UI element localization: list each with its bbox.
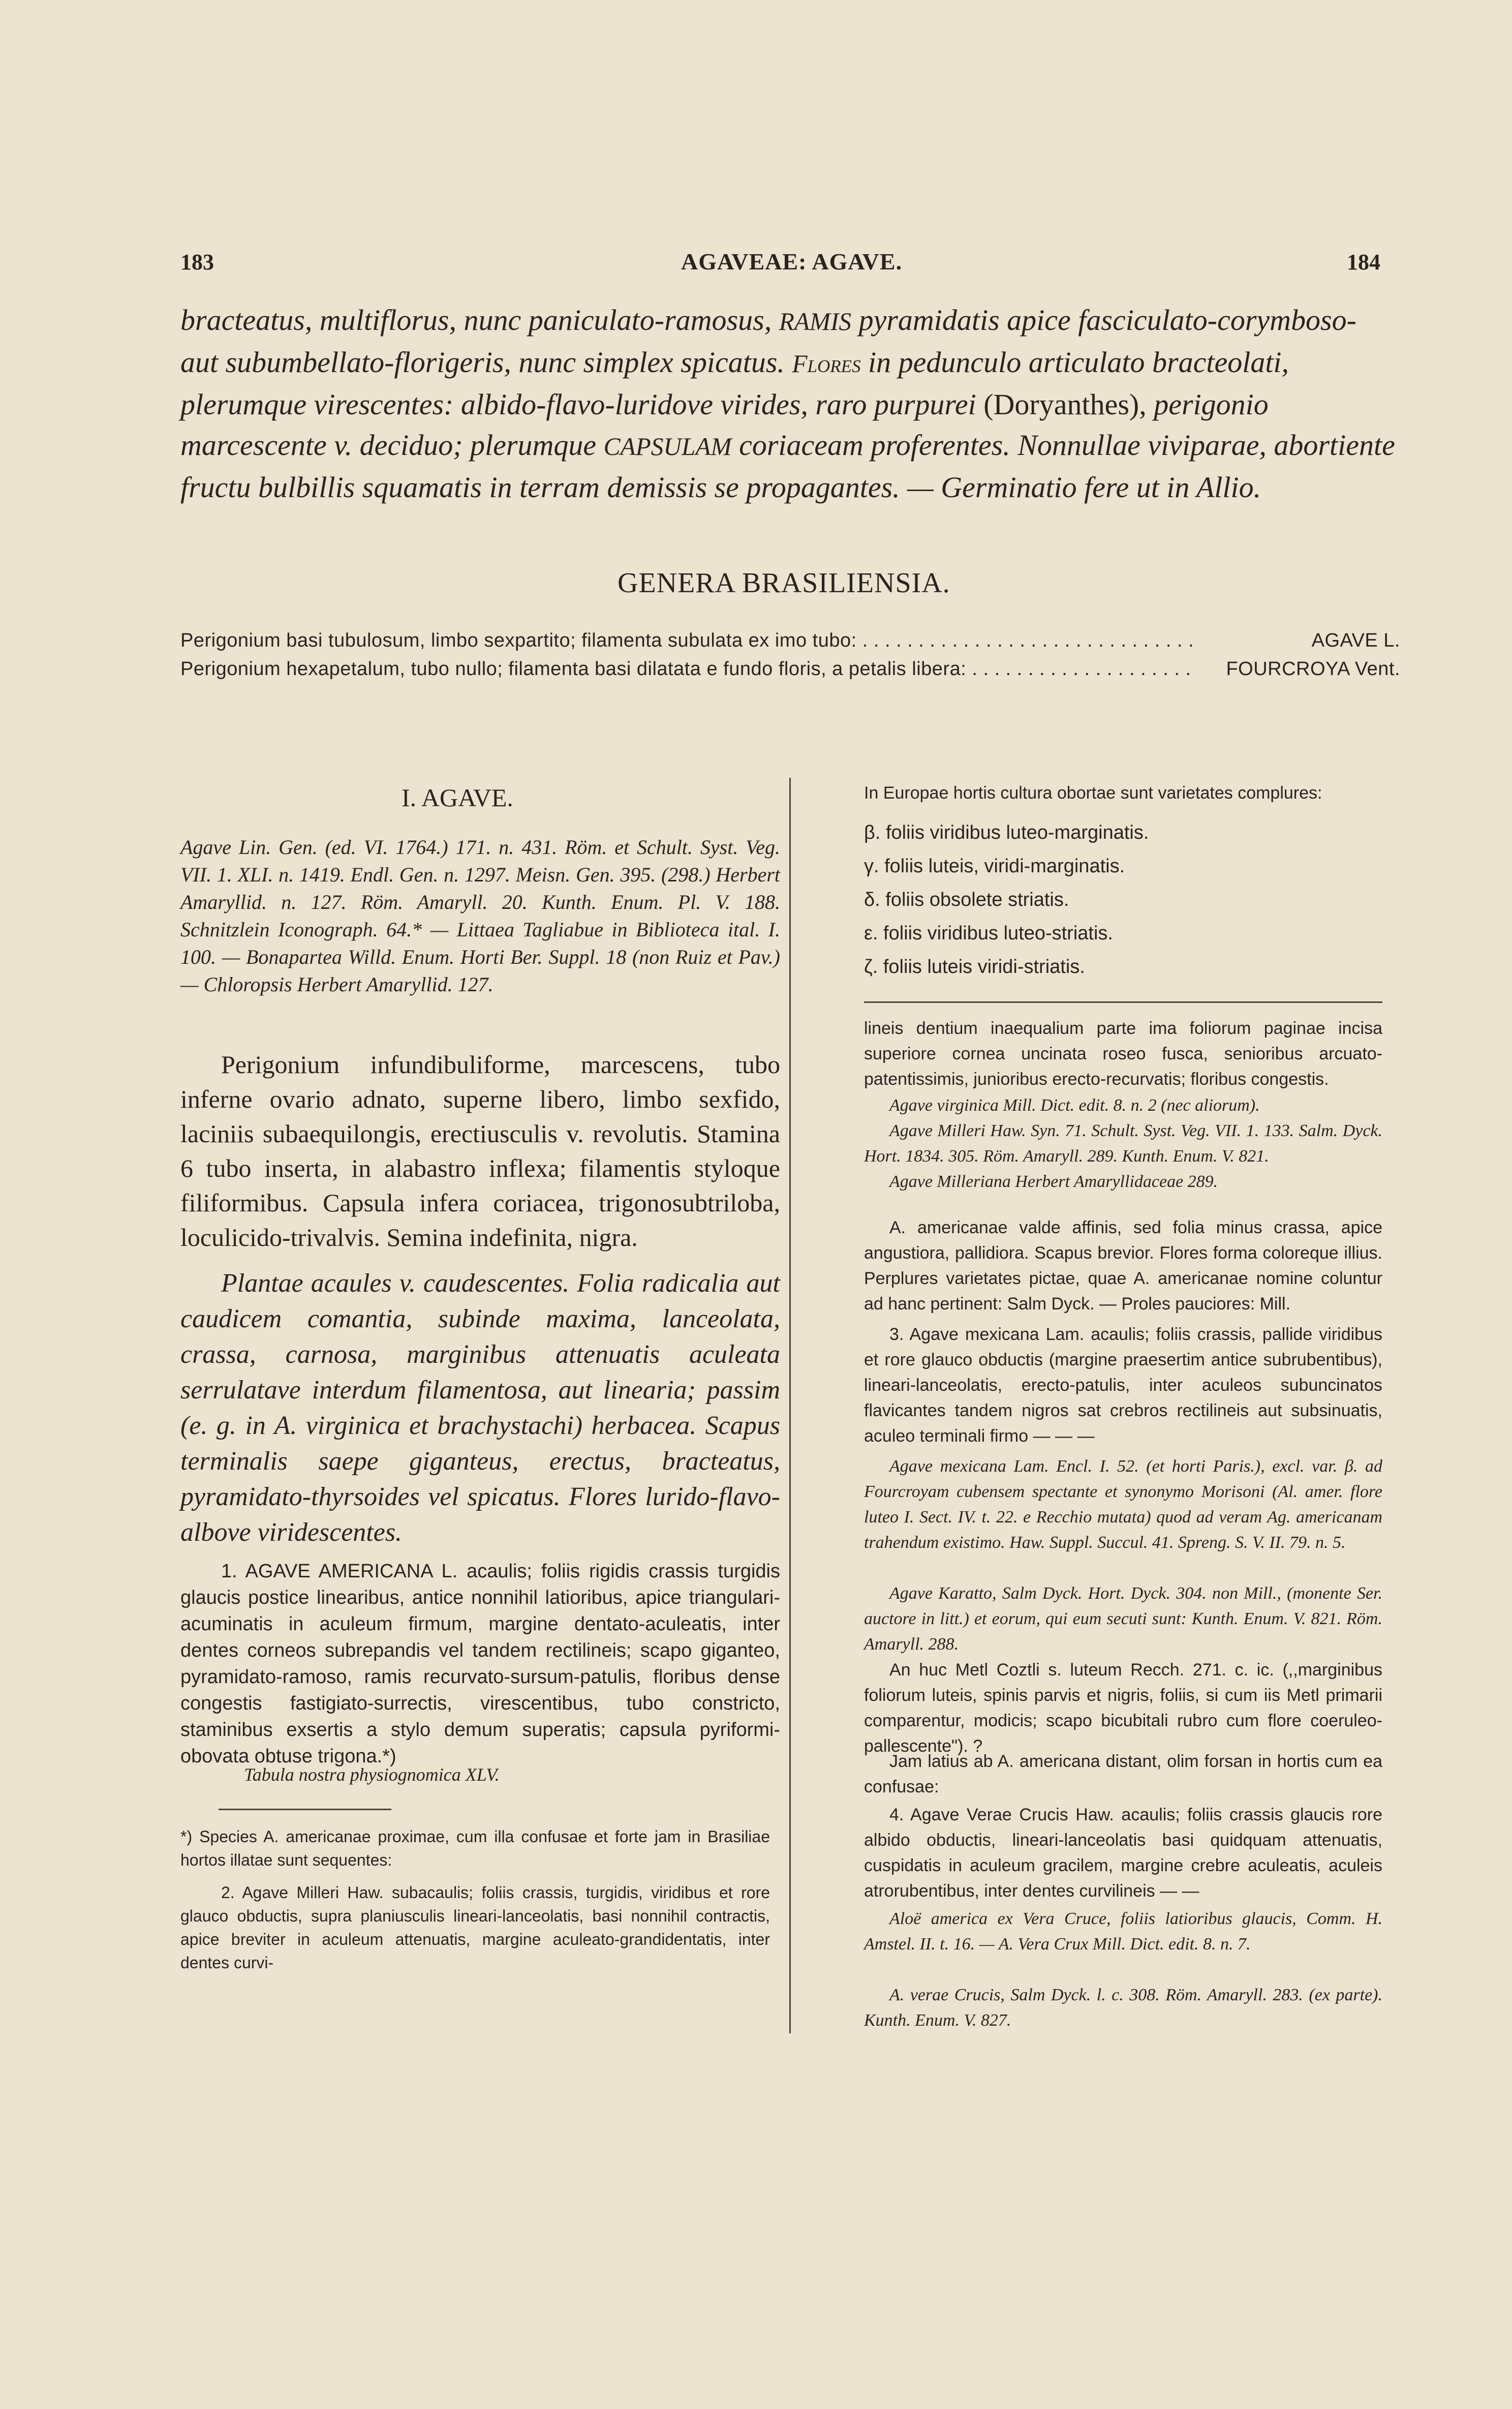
key-leader: . . . . . . . . . . . . . . . . . . . . (966, 658, 1191, 680)
key-description: Perigonium hexapetalum, tubo nullo; filamenta basi dilatata e fundo floris, a petalis libera: (180, 658, 967, 680)
left-page-number: 183 (180, 250, 214, 275)
genus-description: Perigonium infundibuliforme, marcescens, tubo inferne ovario adnato, superne libero, limbo sexfido, laciniis subaequilongis, erectiusculis v. revolutis. Stamina 6 tubo inserta, in alabastro inflexa; filamentis styloque filiformibus. Capsula infera coriacea, trigonosubtriloba, loculicido-trivalvis. Semina indefinita, nigra. (180, 1050, 780, 1252)
species-agave-verae-crucis: 4. Agave Verae Crucis Haw. acaulis; foliis crassis glaucis rore albido obductis, lineari-lanceolatis basi quidquam attenuatis, cuspidatis in aculeum gracilem, margine crebre aculeatis, aculeis atrorubentibus, inter dentes curvilineis — — (864, 1805, 1382, 1901)
key-row (180, 626, 1400, 655)
key-row (180, 655, 1400, 683)
variety-item: β. foliis viridibus luteo-marginatis. (864, 822, 1149, 843)
intro-paragraph (180, 300, 1400, 508)
tabula-reference: Tabula nostra physiognomica XLV. (244, 1764, 500, 1785)
intro-capsulam: CAPSULAM (603, 433, 732, 461)
intro-text: perigonio marcescente v. deciduo; plerumque (180, 388, 1269, 462)
key-description: Perigonium basi tubulosum, limbo sexpartito; filamenta subulata ex imo tubo: (180, 630, 857, 651)
right-p-verae-crucis-syn: A. verae Crucis, Salm Dyck. l. c. 308. Röm. Amaryll. 283. (ex parte). Kunth. Enum. V. 827. (864, 1986, 1382, 2030)
right-p-karatto: Agave Karatto, Salm Dyck. Hort. Dyck. 304. non Mill., (monente Ser. auctore in litt.) et eorum, qui eum secuti sunt: Kunth. Enum. V. 821. Röm. Amaryll. 288. (864, 1584, 1382, 1654)
right-p-virginica: Agave virginica Mill. Dict. edit. 8. n. 2 (nec aliorum). (889, 1096, 1260, 1115)
right-p-latius: Jam latius ab A. americana distant, olim forsan in hortis cum ea confusae: (864, 1752, 1382, 1796)
intro-ramis: RAMIS (779, 308, 852, 336)
footnote-rule (219, 1809, 391, 1810)
variety-item: ζ. foliis luteis viridi-striatis. (864, 956, 1085, 978)
intro-text: bracteatus, multiflorus, nunc paniculato-ramosus, (180, 303, 779, 337)
genera-key (180, 626, 1400, 683)
column-divider (789, 778, 791, 2033)
genus-synonymy: Agave Lin. Gen. (ed. VI. 1764.) 171. n. 431. Röm. et Schult. Syst. Veg. VII. 1. XLI. n. 1419. Endl. Gen. n. 1297. Meisn. Gen. 395. (298.) Herbert Amaryllid. n. 127. Röm. Amaryll. 20. Kunth. Enum. Pl. V. 188. Schnitzlein Iconograph. 64.* — Littaea Tagliabue in Biblioteca ital. I. 100. — Bonapartea Willd. Enum. Horti Ber. Suppl. 18 (non Ruiz et Pav.) — Chloropsis Herbert Amaryllid. 127. (180, 836, 780, 996)
right-p-milleriana: Agave Milleriana Herbert Amaryllidaceae 289. (889, 1172, 1218, 1191)
footnote-agave-milleri: 2. Agave Milleri Haw. subacaulis; foliis crassis, turgidis, viridibus et rore glauco obductis, supra planiusculis lineari-lanceolatis, basi nonnihil contractis, apice breviter in aculeum attenuatis, margine aculeato-grandidentatis, inter dentes curvi- (180, 1883, 770, 1972)
genera-heading: GENERA BRASILIENSIA. (618, 567, 950, 599)
footnote-intro: *) Species A. americanae proximae, cum illa confusae et forte jam in Brasiliae hortos illatae sunt sequentes: (180, 1827, 770, 1869)
right-p-aloe: Aloë america ex Vera Cruce, foliis latioribus glaucis, Comm. H. Amstel. II. t. 16. — A. Vera Crux Mill. Dict. edit. 8. n. 7. (864, 1909, 1382, 1954)
right-p-metl: An huc Metl Coztli s. luteum Recch. 271. c. ic. (,,marginibus foliorum luteis, spinis parvis et nigris, foliis, si cum iis Metl primarii comparentur, modicis; scapo bicubitali rubro cum flore coeruleo-pallescente"). ? (864, 1660, 1382, 1756)
intro-text: pyramidatis apice fasciculato-corymboso- aut subumbellato-florigeris, nunc simplex spicatus. (180, 303, 1356, 379)
variety-item: ε. foliis viridibus luteo-striatis. (864, 923, 1113, 944)
key-leader: . . . . . . . . . . . . . . . . . . . . . . . . . . . . . . (856, 630, 1194, 651)
intro-text: in pedunculo articulato bracteolati, plerumque virescentes: albido-flavo-luridove virides, raro purpurei (180, 346, 1289, 421)
right-p-milleri-syn: Agave Milleri Haw. Syn. 71. Schult. Syst. Veg. VII. 1. 133. Salm. Dyck. Hort. 1834. 305. Röm. Amaryll. 289. Kunth. Enum. V. 821. (864, 1121, 1382, 1166)
running-head: AGAVEAE: AGAVE. (681, 249, 903, 275)
varieties-intro: In Europae hortis cultura obortae sunt varietates complures: (864, 783, 1322, 803)
genus-heading: I. AGAVE. (402, 783, 513, 812)
variety-item: δ. foliis obsolete striatis. (864, 889, 1069, 910)
right-p-lineis: lineis dentium inaequalium parte ima foliorum paginae incisa superiore cornea uncinata roseo fusca, senioribus arcuato-patentissimis, junioribus erecto-recurvatis; floribus congestis. (864, 1019, 1382, 1089)
right-p-affinis: A. americanae valde affinis, sed folia minus crassa, apice angustiora, pallidiora. Scapus brevior. Flores forma coloreque illius. Perplures varietates pictae, quae A. americanae nomine coluntur ad hanc pertinent: Salm Dyck. — Proles pauciores: Mill. (864, 1218, 1382, 1314)
right-p-mexicana-syn: Agave mexicana Lam. Encl. I. 52. (et horti Paris.), excl. var. β. ad Fourcroyam cubensem spectante et synonymo Morisoni (Al. amer. flore luteo I. Sect. IV. t. 22. e Recchio mutata) quod ad veram Ag. americanam trahendum existimo. Haw. Suppl. Succul. 41. Spreng. S. V. II. 79. n. 5. (864, 1457, 1382, 1552)
genus-habit: Plantae acaules v. caudescentes. Folia radicalia aut caudicem comantia, subinde maxima, lanceolata, crassa, carnosa, marginibus attenuatis aculeata serrulatave interdum filamentosa, aut linearia; passim (e. g. in A. virginica et brachystachi) herbacea. Scapus terminalis saepe giganteus, erectus, bracteatus, pyramidato-thyrsoides vel spicatus. Flores lurido-flavo-albove viridescentes. (180, 1269, 780, 1547)
intro-doryanthes: (Doryanthes), (983, 388, 1147, 421)
right-page-number: 184 (1347, 250, 1380, 275)
variety-item: γ. foliis luteis, viridi-marginatis. (864, 856, 1125, 877)
key-genus: FOURCROYA Vent. (1226, 658, 1400, 680)
species-agave-mexicana: 3. Agave mexicana Lam. acaulis; foliis crassis, pallide viridibus et rore glauco obductis (margine praesertim antice subrubentibus), lineari-lanceolatis, erecto-patulis, inter aculeos subuncinatos flavicantes tandem nigros sat crebros rectilineis aut subsinuatis, aculeo terminali firmo — — — (864, 1325, 1382, 1446)
intro-flores: Flores (792, 350, 861, 378)
key-genus: AGAVE L. (1311, 630, 1400, 651)
species-agave-americana: 1. AGAVE AMERICANA L. acaulis; foliis rigidis crassis turgidis glaucis postice linearibus, antice nonnihil latioribus, apice triangulari-acuminatis in aculeum firmum, margine dentato-aculeatis, inter dentes corneos subrepandis vel tandem rectilineis; scapo giganteo, pyramidato-ramoso, ramis recurvato-sursum-patulis, floribus dense congestis fastigiato-surrectis, virescentibus, tubo constricto, staminibus exsertis a stylo demum superatis; capsula pyriformi-obovata obtuse trigona.*) (180, 1561, 780, 1767)
right-column-rule (864, 1001, 1382, 1003)
intro-text: coriaceam proferentes. Nonnullae viviparae, abortiente fructu bulbillis squamatis in terram demissis se propagantes. — Germinatio fere ut in Allio. (180, 429, 1395, 504)
varieties-list (864, 816, 1382, 984)
